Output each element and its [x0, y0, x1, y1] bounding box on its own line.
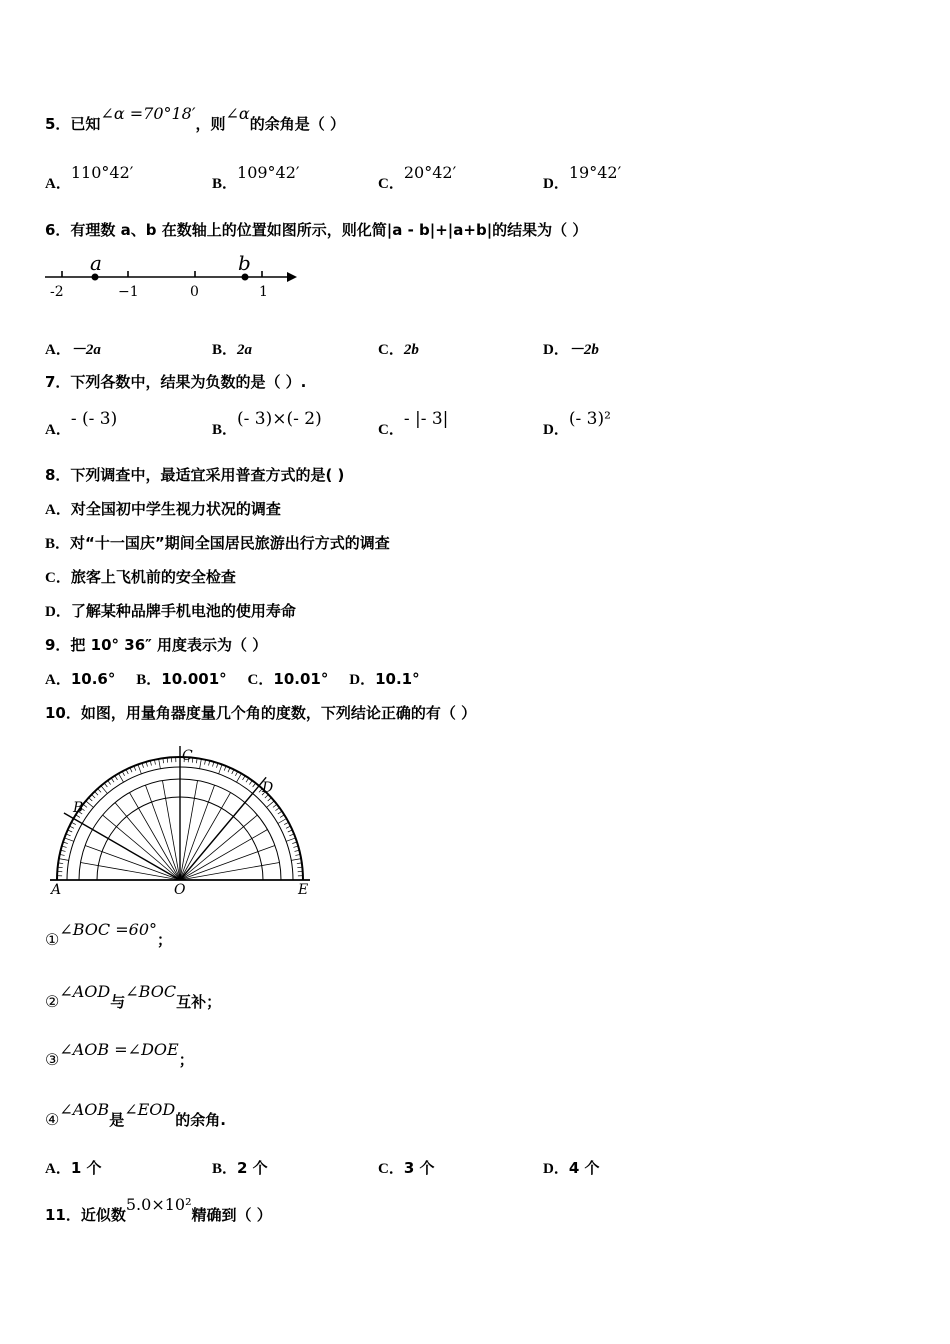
q7-option-a[interactable]: A．- (- 3) [45, 409, 118, 438]
protractor-tick [249, 780, 252, 784]
axis-arrow-icon [287, 272, 297, 282]
protractor-tick [138, 764, 141, 773]
q8-option-d[interactable]: D．了解某种品牌手机电池的使用寿命 [45, 602, 296, 620]
q10-statement-3: ③∠AOB =∠DOE； [45, 1040, 194, 1069]
q10-option-a[interactable]: A．1 个 [45, 1159, 102, 1177]
protractor-tick [278, 819, 287, 824]
q9-option-b[interactable]: B．10.001° [136, 670, 227, 688]
q7-stem: 7．下列各数中，结果为负数的是（ ）. [45, 373, 307, 391]
point-c-label: C [182, 748, 193, 764]
q6-option-c[interactable]: C．2b [378, 342, 419, 358]
q5-option-b[interactable]: B．109°42′ [212, 163, 300, 192]
protractor-tick [86, 801, 94, 807]
q9-options [45, 669, 420, 690]
point-a-label: a [90, 251, 102, 275]
q5-option-a[interactable]: A．110°42′ [45, 163, 134, 192]
point-b-label: b [238, 251, 251, 275]
number-line [40, 250, 310, 309]
q9-stem: 9．把 10° 36″ 用度表示为（ ） [45, 636, 268, 654]
q9-option-d[interactable]: D．10.1° [349, 670, 420, 688]
protractor-tick [278, 811, 282, 814]
q6-option-a[interactable]: A．－2a [45, 342, 101, 358]
q5-stem: 5．已知∠α =70°18′，则∠α的余角是（ ） [45, 104, 345, 133]
tick-label: 1 [259, 284, 268, 300]
protractor-tick [64, 838, 73, 841]
q7-option-b[interactable]: B．(- 3)×(- 2) [212, 409, 322, 438]
protractor-tick [273, 804, 277, 807]
q6-option-b[interactable]: B．2a [212, 342, 253, 358]
q8-stem: 8．下列调查中，最适宜采用普查方式的是( ) [45, 466, 345, 484]
q7-option-c[interactable]: C．- |- 3| [378, 409, 449, 438]
protractor-tick [71, 822, 75, 824]
protractor-tick [122, 771, 124, 775]
q9-option-a[interactable]: A．10.6° [45, 670, 116, 688]
protractor-tick [288, 830, 293, 832]
q10-stem: 10．如图，用量角器度量几个角的度数，下列结论正确的有（ ） [45, 704, 477, 722]
protractor-tick [246, 778, 249, 782]
q6-option-d[interactable]: D．－2b [543, 342, 599, 358]
tick-label: −1 [118, 284, 139, 300]
point-b-label: B [73, 800, 84, 816]
q5-option-d[interactable]: D．19°42′ [543, 163, 622, 192]
protractor-tick [275, 808, 279, 811]
q5-expr: ∠α =70°18′ [100, 104, 196, 123]
protractor-tick [237, 773, 242, 782]
protractor-tick [119, 773, 124, 782]
q10-option-c[interactable]: C．3 个 [378, 1159, 435, 1177]
protractor-tick [126, 769, 128, 773]
q10-statement-1: ①∠BOC =60°； [45, 920, 173, 949]
protractor-tick [228, 768, 230, 773]
protractor-tick [89, 798, 93, 801]
protractor-tick [159, 759, 161, 769]
protractor-tick [59, 859, 69, 861]
protractor-tick [104, 783, 107, 787]
protractor-tick [243, 776, 246, 780]
q6-stem: 6．有理数 a、b 在数轴上的位置如图所示，则化简|a - b|+|a+b|的结果为（ ） [45, 221, 588, 239]
protractor-tick [92, 795, 96, 798]
q8-option-c[interactable]: C．旅客上飞机前的安全检查 [45, 568, 236, 586]
protractor-tick [219, 764, 222, 773]
protractor-tick [111, 778, 114, 782]
q10-option-b[interactable]: B．2 个 [212, 1159, 268, 1177]
point-d-label: D [262, 780, 274, 796]
protractor-tick [284, 822, 288, 824]
protractor-tick [286, 826, 290, 828]
point-e-label: E [298, 882, 309, 898]
point-o-label: O [174, 882, 186, 898]
protractor-tick [286, 838, 295, 841]
protractor-tick [69, 826, 73, 828]
protractor-tick [95, 792, 98, 796]
q11-stem: 11．近似数5.0×10²精确到（ ） [45, 1195, 272, 1224]
protractor-tick [235, 771, 237, 775]
q10-option-d[interactable]: D．4 个 [543, 1159, 600, 1177]
q10-statement-2: ②∠AOD与∠BOC互补； [45, 982, 222, 1011]
protractor-tick [115, 776, 118, 780]
q8-option-b[interactable]: B．对“十一国庆”期间全国居民旅游出行方式的调查 [45, 534, 390, 552]
protractor-tick [291, 859, 301, 861]
q10-statement-4: ④∠AOB是∠EOD的余角. [45, 1100, 226, 1129]
point-a-label: A [51, 882, 62, 898]
tick-label: -2 [50, 284, 64, 300]
q7-option-d[interactable]: D．(- 3)² [543, 409, 611, 438]
protractor-tick [232, 769, 234, 773]
q8-option-a[interactable]: A．对全国初中学生视力状况的调查 [45, 500, 281, 518]
protractor-tick [68, 830, 73, 832]
protractor-tick [101, 786, 107, 794]
protractor-tick [253, 783, 256, 787]
protractor-figure [45, 740, 320, 904]
protractor-tick [200, 759, 202, 769]
protractor-tick [98, 789, 101, 793]
protractor-tick [267, 801, 275, 807]
protractor-tick [280, 815, 284, 818]
tick-label: 0 [190, 284, 199, 300]
protractor-tick [83, 804, 87, 807]
q5-option-c[interactable]: C．20°42′ [378, 163, 457, 192]
q9-option-c[interactable]: C．10.01° [247, 670, 329, 688]
q11-expr: 5.0×10² [125, 1195, 192, 1214]
protractor-tick [268, 798, 272, 801]
protractor-tick [108, 780, 111, 784]
protractor-tick [130, 768, 132, 773]
